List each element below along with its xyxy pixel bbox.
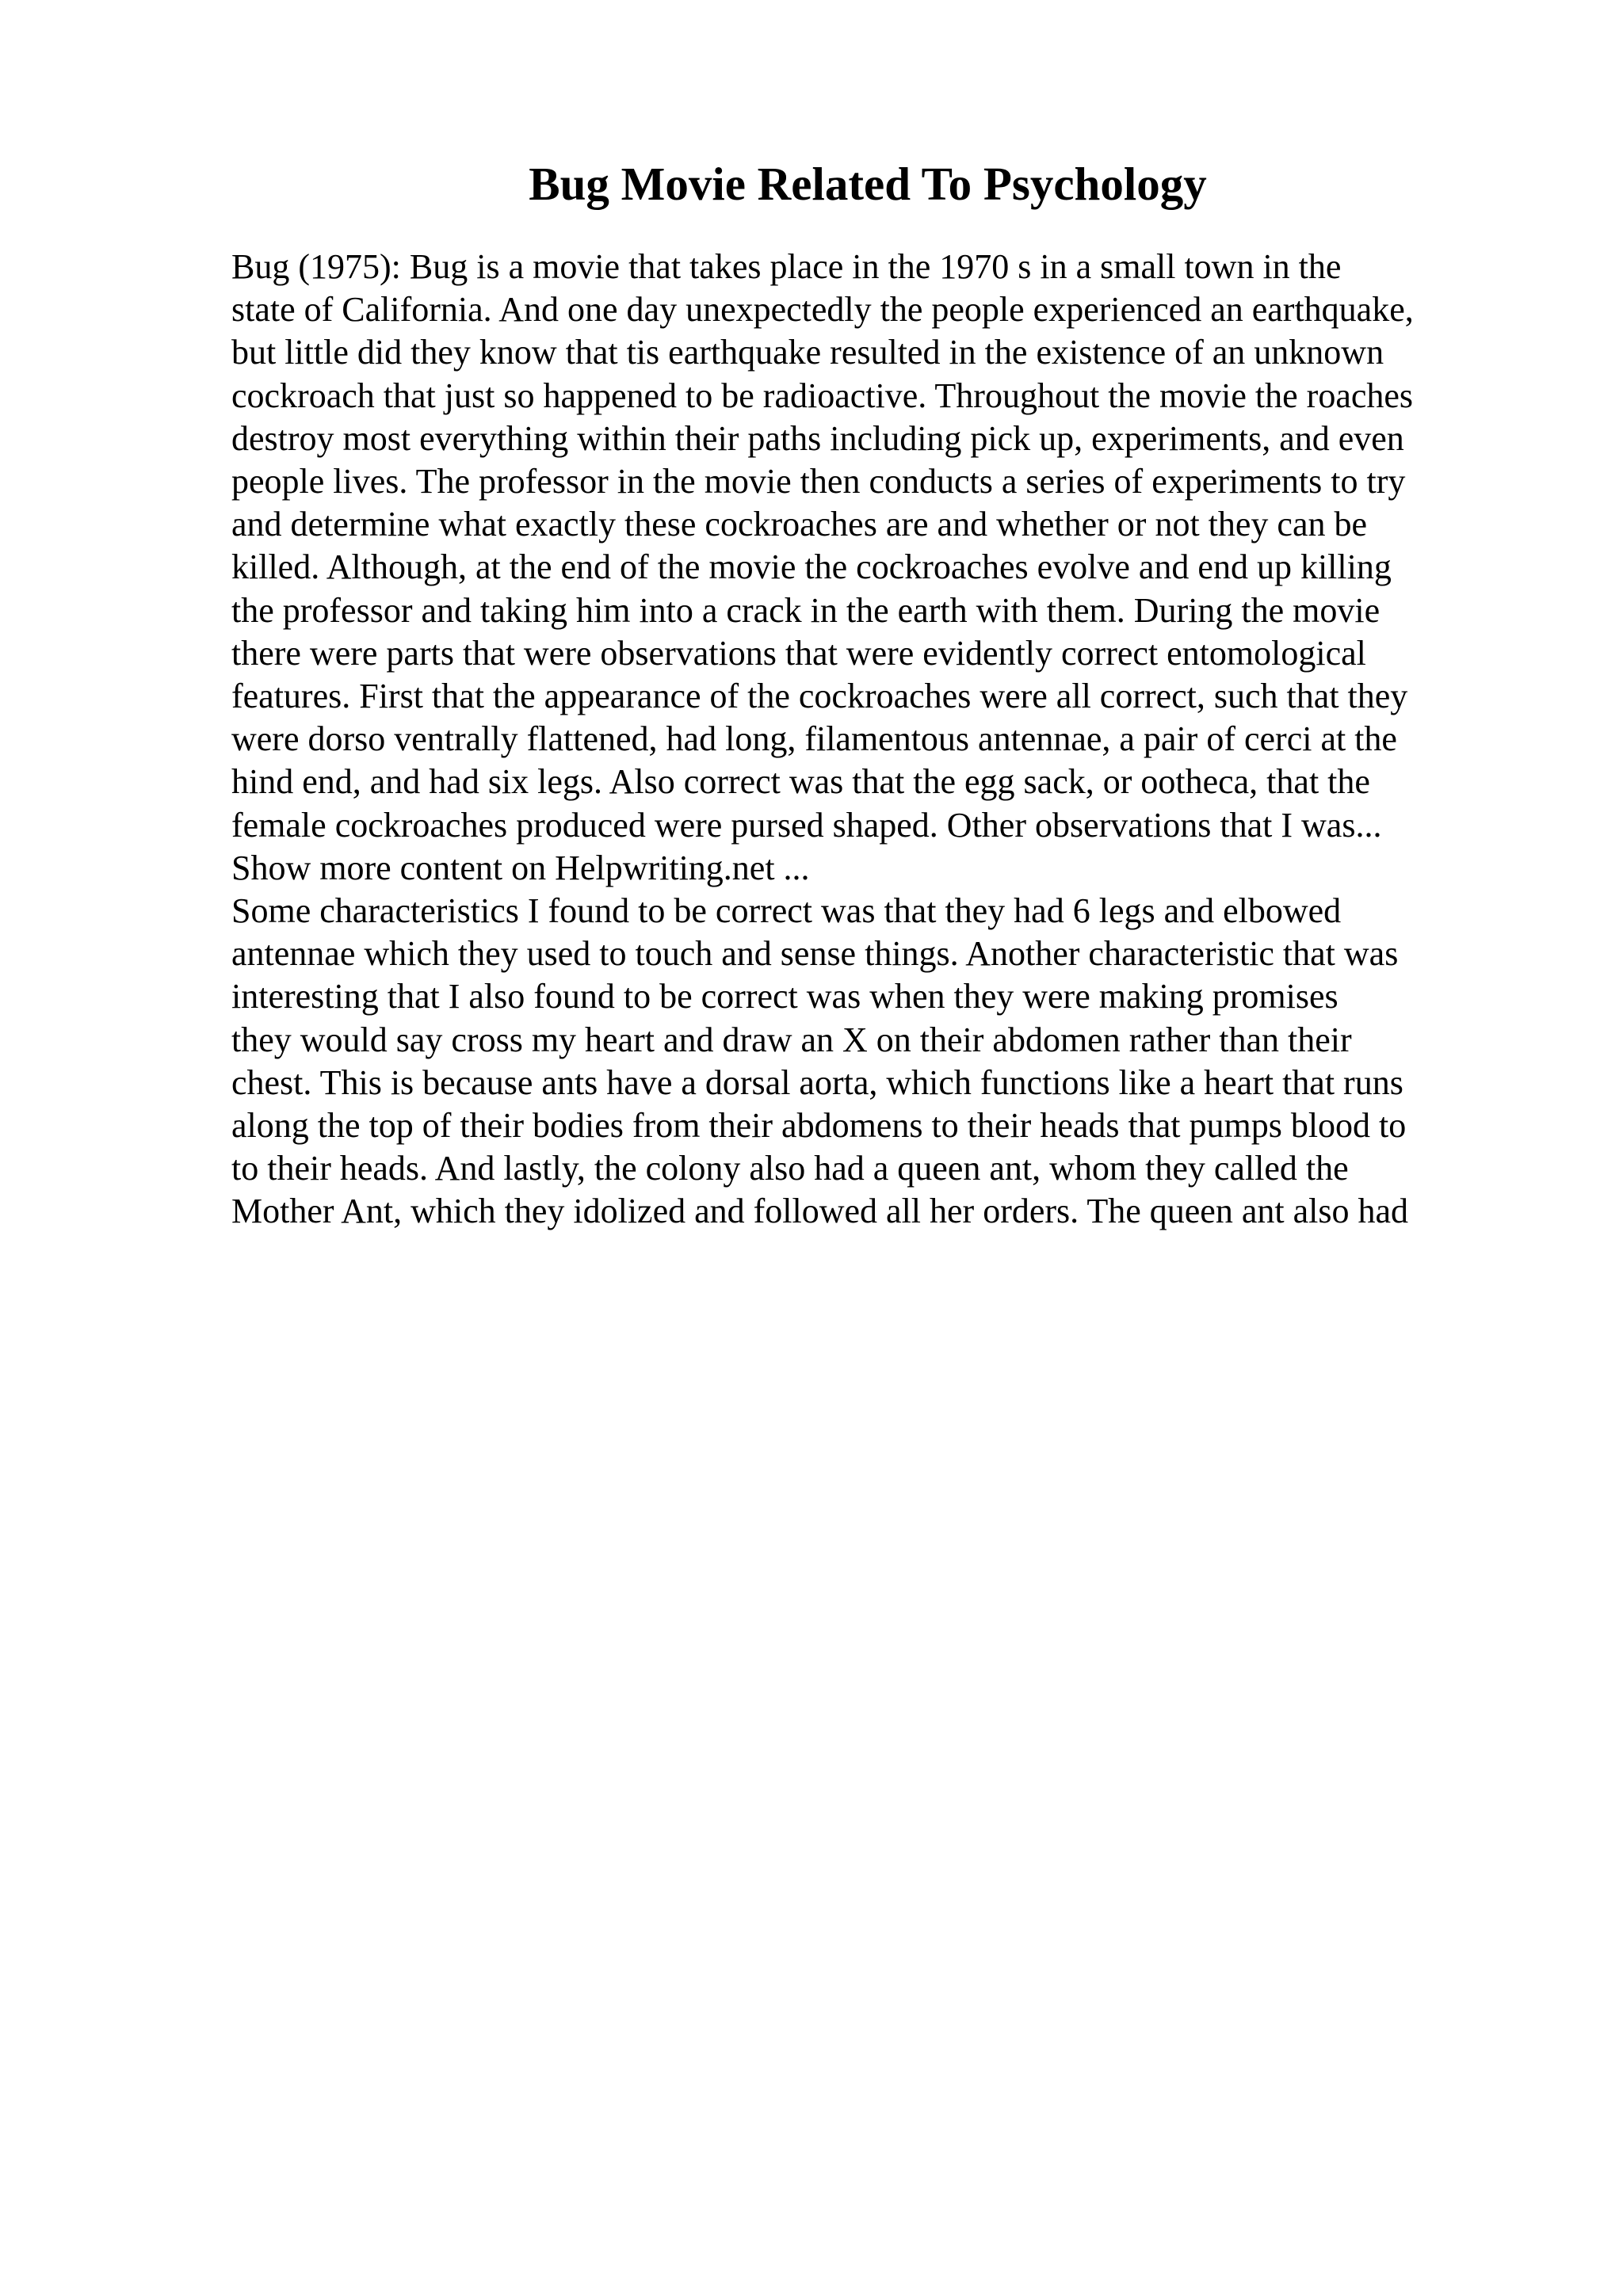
text-line: the professor and taking him into a crack in the earth with them. During the movie xyxy=(231,590,1381,630)
text-line: and determine what exactly these cockroaches are and whether or not they can be xyxy=(231,505,1368,544)
text-line: Mother Ant, which they idolized and followed all her orders. The queen ant also had xyxy=(231,1192,1408,1231)
text-line: interesting that I also found to be correct was when they were making promises xyxy=(231,977,1338,1016)
text-line: there were parts that were observations that were evidently correct entomological xyxy=(231,633,1366,673)
text-line: along the top of their bodies from their abdomens to their heads that pumps blood to xyxy=(231,1106,1407,1146)
text-line: people lives. The professor in the movie then conducts a series of experiments to try xyxy=(231,462,1406,502)
text-line: features. First that the appearance of the cockroaches were all correct, such that they xyxy=(231,677,1408,716)
text-line: female cockroaches produced were pursed shaped. Other observations that I was... xyxy=(231,805,1382,845)
text-line: antennae which they used to touch and sense things. Another characteristic that was xyxy=(231,934,1399,974)
text-line: were dorso ventrally flattened, had long, filamentous antennae, a pair of cerci at the xyxy=(231,719,1397,759)
text-line: Some characteristics I found to be correct was that they had 6 legs and elbowed xyxy=(231,891,1342,931)
text-line: but little did they know that tis earthquake resulted in the existence of an unknown xyxy=(231,333,1384,372)
show-more-link[interactable]: Show more content on Helpwriting.net ... xyxy=(231,848,810,887)
text-line: cockroach that just so happened to be radioactive. Throughout the movie the roaches xyxy=(231,376,1414,415)
page-title: Bug Movie Related To Psychology xyxy=(529,158,1207,210)
text-line: to their heads. And lastly, the colony also had a queen ant, whom they called the xyxy=(231,1149,1349,1188)
text-line: killed. Although, at the end of the movie the cockroaches evolve and end up killing xyxy=(231,547,1392,587)
text-line: they would say cross my heart and draw an X on their abdomen rather than their xyxy=(231,1020,1352,1059)
body-text xyxy=(231,246,1623,1234)
text-line: destroy most everything within their paths including pick up, experiments, and even xyxy=(231,418,1404,458)
text-line: state of California. And one day unexpectedly the people experienced an earthquake, xyxy=(231,290,1414,330)
text-line: hind end, and had six legs. Also correct was that the egg sack, or ootheca, that the xyxy=(231,762,1370,802)
text-line: chest. This is because ants have a dorsal aorta, which functions like a heart that runs xyxy=(231,1062,1403,1102)
text-line: Bug (1975): Bug is a movie that takes place in the 1970 s in a small town in the xyxy=(231,247,1342,286)
